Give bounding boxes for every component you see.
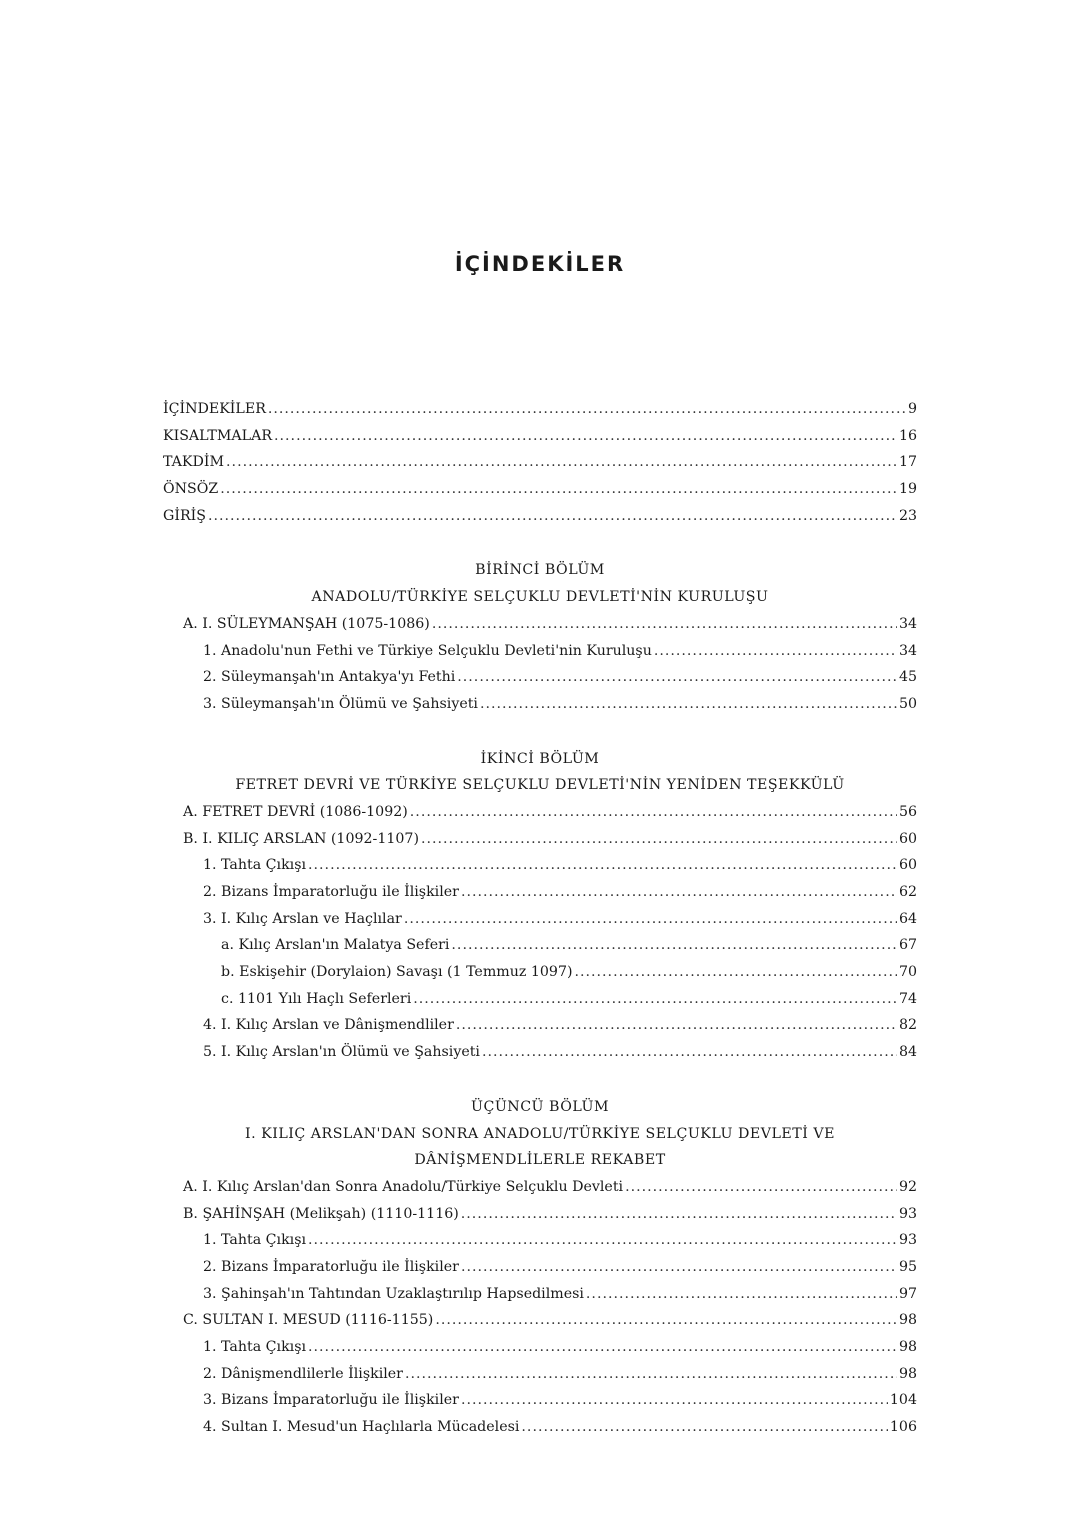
dot-leader [461,1254,897,1281]
toc-entry-label: 3. I. Kılıç Arslan ve Haçlılar [203,910,402,927]
toc-entry[interactable] [163,396,917,423]
dot-leader [435,1307,897,1334]
toc-entry-page: 74 [898,990,917,1007]
toc-entry-page: 106 [889,1419,917,1436]
toc-entry-label: İÇİNDEKİLER [163,401,266,417]
dot-leader [625,1174,897,1201]
toc-entry-page: 97 [898,1285,917,1302]
toc-entry[interactable] [163,611,917,638]
toc-entry-label: 4. Sultan I. Mesud'un Haçlılarla Mücadelesi [203,1419,520,1436]
dot-leader [521,1414,887,1441]
dot-leader [482,1039,897,1066]
toc-entry[interactable] [163,1334,917,1361]
toc-entry[interactable] [163,932,917,959]
toc-entry-page: 93 [898,1232,917,1249]
toc-entry[interactable] [163,1201,917,1228]
toc-entry[interactable] [163,1307,917,1334]
toc-entry[interactable] [163,691,917,718]
toc-entry-page: 93 [898,1205,917,1222]
toc-entry-page: 98 [898,1339,917,1355]
toc-entry[interactable] [163,638,917,665]
toc-entry-label: B. ŞAHİNŞAH (Melikşah) (1110-1116) [183,1205,459,1222]
toc-entry[interactable] [163,1361,917,1388]
toc-entry[interactable] [163,879,917,906]
dot-leader [308,852,897,879]
dot-leader [575,959,897,986]
toc-entry[interactable] [163,826,917,853]
toc-entry-page: 98 [898,1365,917,1382]
dot-leader [413,986,897,1013]
toc-entry-page: 104 [889,1392,917,1409]
table-of-contents [163,396,917,1441]
toc-entry-label: TAKDİM [163,454,225,471]
toc-entry[interactable] [163,1039,917,1066]
dot-leader [461,1387,888,1414]
dot-leader [308,1334,897,1361]
toc-entry-page: 23 [898,507,917,524]
toc-entry-page: 17 [898,454,917,471]
dot-leader [480,691,897,718]
toc-entry-page: 60 [898,857,917,874]
dot-leader [421,826,897,853]
toc-entry-label: b. Eskişehir (Dorylaion) Savaşı (1 Temmuz 1097) [221,964,573,981]
dot-leader [461,879,897,906]
toc-entry-label: a. Kılıç Arslan'ın Malatya Seferi [221,937,450,954]
toc-entry-label: A. I. SÜLEYMANŞAH (1075-1086) [183,615,430,632]
toc-entry-label: B. I. KILIÇ ARSLAN (1092-1107) [183,830,419,847]
toc-entry-page: 16 [898,427,917,444]
toc-entry-page: 70 [898,964,917,981]
dot-leader [308,1227,897,1254]
toc-entry-label: 5. I. Kılıç Arslan'ın Ölümü ve Şahsiyeti [203,1044,480,1061]
toc-entry-label: GİRİŞ [163,507,206,524]
toc-entry[interactable] [163,423,917,450]
toc-entry-label: 3. Süleymanşah'ın Ölümü ve Şahsiyeti [203,695,478,712]
toc-entry-label: 2. Dânişmendlilerle İlişkiler [203,1365,403,1382]
toc-entry-page: 9 [907,401,917,417]
toc-entry-label: 3. Şahinşah'ın Tahtından Uzaklaştırılıp Hapsedilmesi [203,1285,584,1302]
dot-leader [208,503,897,530]
dot-leader [654,638,897,665]
part-subtitle: DÂNİŞMENDLİLERLE REKABET [414,1152,666,1169]
toc-entry-page: 98 [898,1312,917,1329]
spacer [163,529,917,557]
toc-entry[interactable] [163,664,917,691]
dot-leader [410,799,897,826]
toc-entry-label: 2. Bizans İmparatorluğu ile İlişkiler [203,1258,459,1275]
toc-entry[interactable] [163,1387,917,1414]
dot-leader [457,664,897,691]
part-heading: İKİNCİ BÖLÜM [480,750,600,767]
dot-leader [274,423,897,450]
part-subtitle: FETRET DEVRİ VE TÜRKİYE SELÇUKLU DEVLETİ'NİN YENİDEN TEŞEKKÜLÜ [235,777,845,794]
toc-entry-page: 84 [898,1044,917,1061]
toc-entry[interactable] [163,959,917,986]
dot-leader [451,932,897,959]
toc-entry[interactable] [163,986,917,1013]
toc-entry-page: 34 [898,615,917,632]
toc-entry[interactable] [163,476,917,503]
toc-entry[interactable] [163,1414,917,1441]
toc-entry-page: 82 [898,1017,917,1034]
toc-entry-label: A. FETRET DEVRİ (1086-1092) [183,803,408,820]
part-subtitle: ANADOLU/TÜRKİYE SELÇUKLU DEVLETİ'NİN KURULUŞU [311,589,769,606]
toc-entry-page: 62 [898,884,917,900]
toc-entry[interactable] [163,906,917,933]
toc-entry-label: 4. I. Kılıç Arslan ve Dânişmendliler [203,1017,454,1034]
part-heading: BİRİNCİ BÖLÜM [475,562,605,579]
toc-entry-page: 50 [898,695,917,712]
page-title: İÇİNDEKİLER [454,252,626,276]
dot-leader [405,1361,897,1388]
spacer [163,718,917,746]
toc-entry[interactable] [163,503,917,530]
toc-entry[interactable] [163,1227,917,1254]
toc-entry-label: 2. Süleymanşah'ın Antakya'yı Fethi [203,669,456,686]
dot-leader [586,1281,897,1308]
dot-leader [226,449,897,476]
toc-entry[interactable] [163,1254,917,1281]
toc-entry-label: KISALTMALAR [163,427,273,444]
toc-entry-label: C. SULTAN I. MESUD (1116-1155) [183,1312,434,1329]
toc-entry-page: 95 [898,1258,917,1275]
spacer [163,1066,917,1094]
toc-entry-page: 34 [898,642,917,659]
toc-entry-label: A. I. Kılıç Arslan'dan Sonra Anadolu/Türkiye Selçuklu Devleti [183,1178,624,1195]
toc-entry-label: 1. Tahta Çıkışı [203,1232,307,1249]
toc-entry[interactable] [163,852,917,879]
toc-entry-label: 3. Bizans İmparatorluğu ile İlişkiler [203,1392,459,1409]
toc-entry-page: 45 [898,669,917,686]
toc-entry-label: 1. Tahta Çıkışı [203,1339,307,1355]
dot-leader [404,906,897,933]
toc-entry[interactable] [163,449,917,476]
dot-leader [220,476,897,503]
toc-entry-label: 1. Anadolu'nun Fethi ve Türkiye Selçuklu Devleti'nin Kuruluşu [203,642,652,659]
toc-entry-page: 56 [898,803,917,820]
toc-entry-page: 64 [898,910,917,927]
dot-leader [268,396,906,423]
toc-entry-page: 67 [898,937,917,954]
part-subtitle: I. KILIÇ ARSLAN'DAN SONRA ANADOLU/TÜRKİYE SELÇUKLU DEVLETİ VE [245,1125,835,1142]
dot-leader [432,611,897,638]
toc-entry-label: ÖNSÖZ [163,481,219,498]
dot-leader [456,1012,897,1039]
toc-entry[interactable] [163,1281,917,1308]
toc-entry[interactable] [163,1174,917,1201]
dot-leader [461,1201,897,1228]
toc-entry-page: 92 [898,1178,917,1195]
toc-entry[interactable] [163,799,917,826]
toc-entry-page: 60 [898,830,917,847]
toc-entry-label: 1. Tahta Çıkışı [203,857,307,874]
part-heading: ÜÇÜNCÜ BÖLÜM [471,1098,609,1115]
toc-entry-label: c. 1101 Yılı Haçlı Seferleri [221,990,412,1007]
toc-entry-page: 19 [898,481,917,498]
toc-entry[interactable] [163,1012,917,1039]
toc-entry-label: 2. Bizans İmparatorluğu ile İlişkiler [203,884,459,900]
